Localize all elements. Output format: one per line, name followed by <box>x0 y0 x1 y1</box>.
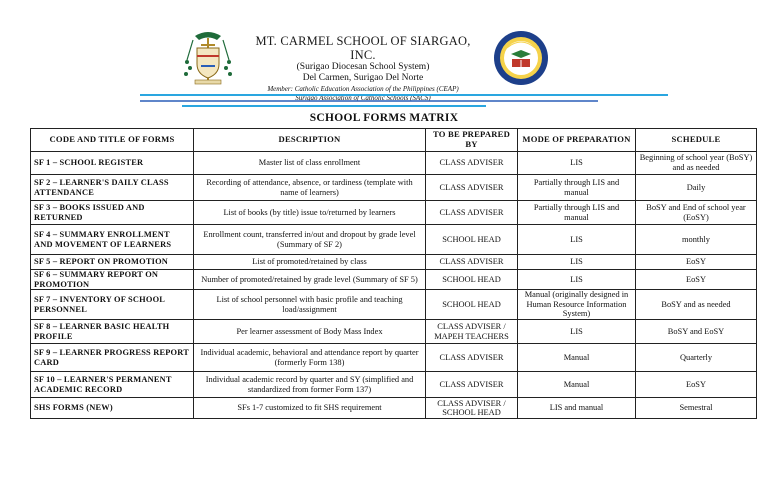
cell-by: CLASS ADVISER <box>426 255 518 270</box>
cell-mode: Partially through LIS and manual <box>518 175 636 201</box>
cell-sched: EoSY <box>636 372 757 398</box>
cell-desc: Master list of class enrollment <box>194 152 426 175</box>
table-row <box>31 290 757 320</box>
cell-sched: Daily <box>636 175 757 201</box>
cell-code: SF 4 – SUMMARY ENROLLMENT AND MOVEMENT OF LEARNERS <box>31 225 194 255</box>
cell-desc: Number of promoted/retained by grade level (Summary of SF 5) <box>194 270 426 290</box>
cell-code: SF 2 – LEARNER'S DAILY CLASS ATTENDANCE <box>31 175 194 201</box>
cell-mode: Manual (originally designed in Human Resource Information System) <box>518 290 636 320</box>
cell-by: CLASS ADVISER <box>426 344 518 372</box>
header-schedule: SCHEDULE <box>636 129 757 152</box>
cell-mode: LIS <box>518 270 636 290</box>
table-row <box>31 320 757 344</box>
cell-sched: EoSY <box>636 255 757 270</box>
cell-sched: BoSY and as needed <box>636 290 757 320</box>
cell-mode: LIS <box>518 152 636 175</box>
cell-code: SHS FORMS (NEW) <box>31 398 194 419</box>
table-row <box>31 398 757 419</box>
cell-mode: LIS and manual <box>518 398 636 419</box>
table-row <box>31 372 757 398</box>
school-name: MT. CARMEL SCHOOL OF SIARGAO, INC. <box>255 34 471 62</box>
cell-desc: List of books (by title) issue to/returned by learners <box>194 201 426 225</box>
cell-code: SF 3 – BOOKS ISSUED AND RETURNED <box>31 201 194 225</box>
cell-mode: LIS <box>518 225 636 255</box>
membership-line-1: Member: Catholic Education Association of the Philippines (CEAP) <box>267 85 459 93</box>
cell-desc: Recording of attendance, absence, or tardiness (template with name of learners) <box>194 175 426 201</box>
cell-sched: monthly <box>636 225 757 255</box>
table-row <box>31 152 757 175</box>
cell-by: CLASS ADVISER / MAPEH TEACHERS <box>426 320 518 344</box>
cell-by: CLASS ADVISER <box>426 175 518 201</box>
cell-desc: Per learner assessment of Body Mass Index <box>194 320 426 344</box>
page-title: SCHOOL FORMS MATRIX <box>309 112 459 124</box>
cell-desc: List of school personnel with basic profile and teaching load/assignment <box>194 290 426 320</box>
cell-mode: Manual <box>518 344 636 372</box>
header-code: CODE AND TITLE OF FORMS <box>31 129 194 152</box>
header-prepared-by: TO BE PREPARED BY <box>426 129 518 152</box>
cell-mode: LIS <box>518 255 636 270</box>
school-forms-table <box>30 128 757 419</box>
cell-by: CLASS ADVISER <box>426 152 518 175</box>
header-description: DESCRIPTION <box>194 129 426 152</box>
school-system: (Surigao Diocesan School System) <box>296 62 430 72</box>
cell-code: SF 6 – SUMMARY REPORT ON PROMOTION <box>31 270 194 290</box>
school-location: Del Carmen, Surigao Del Norte <box>302 73 424 83</box>
cell-sched: Beginning of school year (BoSY) and as needed <box>636 152 757 175</box>
cell-mode: LIS <box>518 320 636 344</box>
cell-mode: Manual <box>518 372 636 398</box>
cell-by: CLASS ADVISER <box>426 201 518 225</box>
table-row <box>31 270 757 290</box>
cell-sched: BoSY and EoSY <box>636 320 757 344</box>
table-row <box>31 344 757 372</box>
cell-desc: Enrollment count, transferred in/out and dropout by grade level (Summary of SF 2) <box>194 225 426 255</box>
membership-line-2: Surigao Association of Catholic Schools (SACS) <box>295 94 431 102</box>
cell-desc: SFs 1-7 customized to fit SHS requirement <box>194 398 426 419</box>
cell-by: CLASS ADVISER / SCHOOL HEAD <box>426 398 518 419</box>
header-divider-lines <box>0 0 768 110</box>
cell-code: SF 1 – SCHOOL REGISTER <box>31 152 194 175</box>
table-header-row <box>31 129 757 152</box>
cell-sched: Quarterly <box>636 344 757 372</box>
cell-code: SF 5 – REPORT ON PROMOTION <box>31 255 194 270</box>
cell-by: SCHOOL HEAD <box>426 225 518 255</box>
cell-sched: Semestral <box>636 398 757 419</box>
cell-by: SCHOOL HEAD <box>426 270 518 290</box>
cell-code: SF 8 – LEARNER BASIC HEALTH PROFILE <box>31 320 194 344</box>
cell-by: SCHOOL HEAD <box>426 290 518 320</box>
cell-code: SF 10 – LEARNER'S PERMANENT ACADEMIC RECORD <box>31 372 194 398</box>
cell-desc: Individual academic, behavioral and attendance report by quarter (formerly Form 138) <box>194 344 426 372</box>
cell-code: SF 9 – LEARNER PROGRESS REPORT CARD <box>31 344 194 372</box>
table-row <box>31 255 757 270</box>
cell-sched: EoSY <box>636 270 757 290</box>
cell-desc: List of promoted/retained by class <box>194 255 426 270</box>
cell-code: SF 7 – INVENTORY OF SCHOOL PERSONNEL <box>31 290 194 320</box>
table-row <box>31 201 757 225</box>
cell-by: CLASS ADVISER <box>426 372 518 398</box>
table-row <box>31 175 757 201</box>
cell-mode: Partially through LIS and manual <box>518 201 636 225</box>
cell-desc: Individual academic record by quarter and SY (simplified and standardized from former Form 137) <box>194 372 426 398</box>
header-mode: MODE OF PREPARATION <box>518 129 636 152</box>
cell-sched: BoSY and End of school year (EoSY) <box>636 201 757 225</box>
table-row <box>31 225 757 255</box>
